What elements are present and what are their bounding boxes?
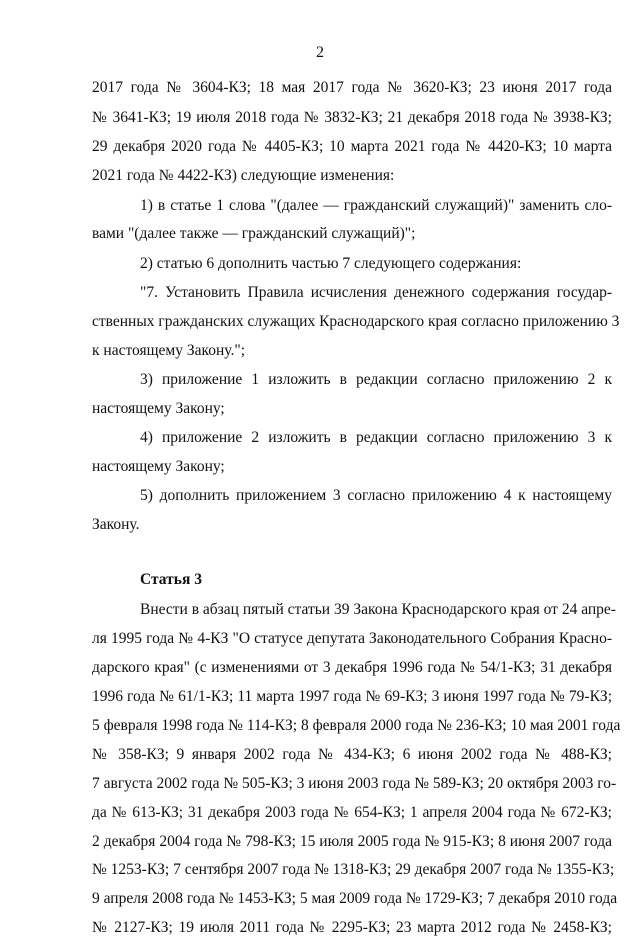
text-line: Внести в абзац пятый статьи 39 Закона Краснодарского края от 24 апре-	[140, 601, 616, 618]
text-line: ля 1995 года № 4-КЗ "О статусе депутата Законодательного Собрания Красно-	[92, 630, 612, 647]
list-item-5: 5) дополнить приложением 3 согласно приложению 4 к настоящему	[140, 487, 612, 504]
text-line: вами "(далее также — гражданский служащий)";	[92, 225, 416, 242]
text-line: № 2127-КЗ; 19 июля 2011 года № 2295-КЗ; 23 марта 2012 года № 2458-КЗ;	[92, 919, 612, 936]
text-line: настоящему Закону;	[92, 458, 225, 475]
text-line: Закону.	[92, 516, 140, 533]
text-line: 2 декабря 2004 года № 798-КЗ; 15 июля 2005 года № 915-КЗ; 8 июня 2007 года	[92, 833, 612, 850]
text-line: ственных гражданских служащих Краснодарского края согласно приложению 3	[92, 313, 620, 330]
page-number: 2	[316, 44, 324, 61]
text-line: № 358-КЗ; 9 января 2002 года № 434-КЗ; 6 июня 2002 года № 488-КЗ;	[92, 746, 612, 763]
article-heading: Статья 3	[140, 571, 202, 588]
text-line: 29 декабря 2020 года № 4405-КЗ; 10 марта 2021 года № 4420-КЗ; 10 марта	[92, 138, 612, 155]
text-line: дарского края" (с изменениями от 3 декабря 1996 года № 54/1-КЗ; 31 декабря	[92, 659, 612, 676]
text-line: к настоящему Закону.";	[92, 342, 246, 359]
text-line: 7 августа 2002 года № 505-КЗ; 3 июня 2003 года № 589-КЗ; 20 октября 2003 го-	[92, 775, 617, 792]
text-line: да № 613-КЗ; 31 декабря 2003 года № 654-КЗ; 1 апреля 2004 года № 672-КЗ;	[92, 804, 612, 821]
text-line: 2017 года № 3604-КЗ; 18 мая 2017 года № 3620-КЗ; 23 июня 2017 года	[92, 79, 612, 96]
list-item-1: 1) в статье 1 слова "(далее — гражданский служащий)" заменить сло-	[140, 197, 612, 214]
quoted-text: "7. Установить Правила исчисления денежного содержания государ-	[140, 284, 612, 301]
text-line: № 3641-КЗ; 19 июля 2018 года № 3832-КЗ; 21 декабря 2018 года № 3938-КЗ;	[92, 109, 612, 126]
list-item-3: 3) приложение 1 изложить в редакции согласно приложению 2 к	[140, 371, 612, 388]
text-line: 5 февраля 1998 года № 114-КЗ; 8 февраля 2000 года № 236-КЗ; 10 мая 2001 года	[92, 717, 621, 734]
text-line: 9 апреля 2008 года № 1453-КЗ; 5 мая 2009 года № 1729-КЗ; 7 декабря 2010 года	[92, 890, 618, 907]
text-line: настоящему Закону;	[92, 400, 225, 417]
list-item-2: 2) статью 6 дополнить частью 7 следующего содержания:	[140, 255, 522, 272]
list-item-4: 4) приложение 2 изложить в редакции согласно приложению 3 к	[140, 429, 612, 446]
text-line: 1996 года № 61/1-КЗ; 11 марта 1997 года № 69-КЗ; 3 июня 1997 года № 79-КЗ;	[92, 688, 612, 705]
text-line: № 1253-КЗ; 7 сентября 2007 года № 1318-КЗ; 29 декабря 2007 года № 1355-КЗ;	[92, 861, 615, 878]
text-line: 2021 года № 4422-КЗ) следующие изменения:	[92, 167, 395, 184]
